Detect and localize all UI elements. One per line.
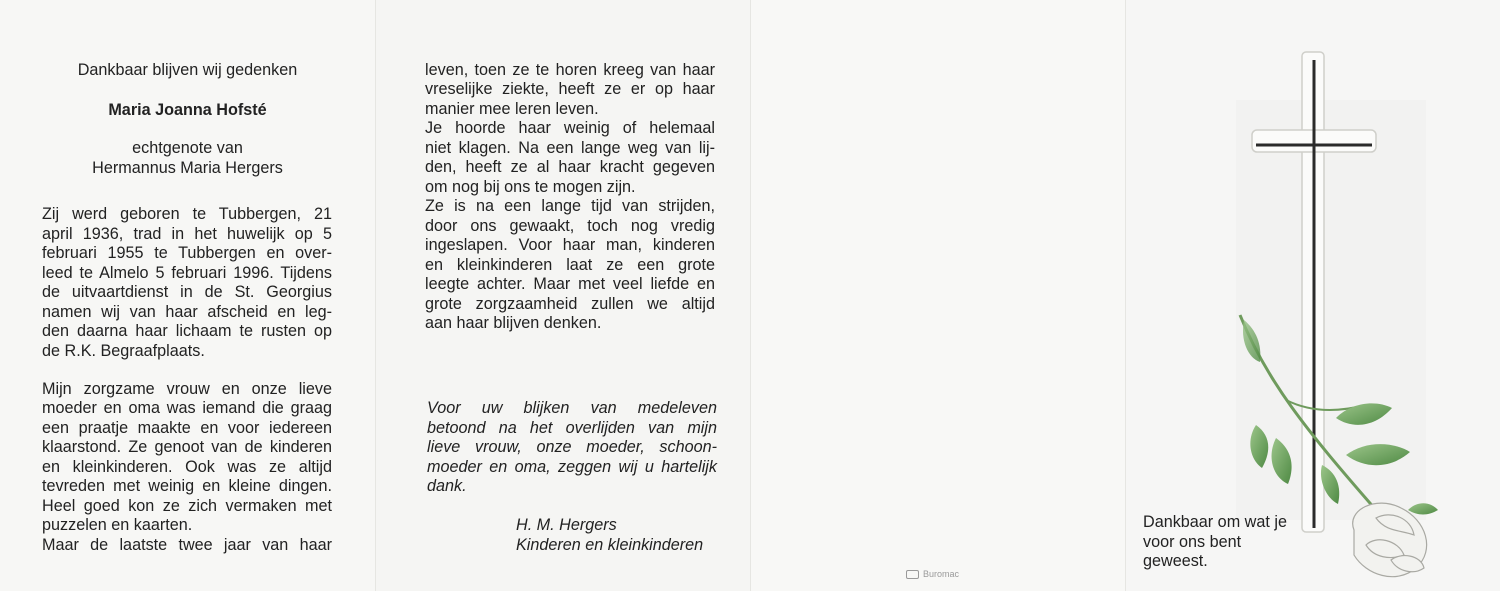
brand-logo-icon (906, 570, 919, 579)
story-line: leegte achter. Maar met veel liefde en (425, 275, 715, 293)
tribute-line: moeder en oma was iemand die graag (42, 399, 332, 417)
panel-center-right (750, 0, 1125, 591)
spouse-name: Hermannus Maria Hergers (92, 159, 283, 177)
caption-line: voor ons bent (1143, 533, 1242, 551)
story-line: om nog bij ons te mogen zijn. (425, 178, 636, 196)
tribute-line: Mijn zorgzame vrouw en onze lieve (42, 380, 332, 398)
caption-line: Dankbaar om wat je (1143, 513, 1287, 531)
story-line: en kleinkinderen laat ze een grote (425, 256, 715, 274)
story-line: Je hoorde haar weinig of helemaal (425, 119, 715, 137)
bio-line: februari 1955 te Tubbergen en over- (42, 244, 332, 262)
bio-line: namen wij van haar afscheid en leg- (42, 303, 332, 321)
caption-line: geweest. (1143, 552, 1208, 570)
tribute-line: Heel goed kon ze zich vermaken met (42, 497, 332, 515)
fold-line (375, 0, 376, 591)
story-line: aan haar blijven denken. (425, 314, 602, 332)
bio-line: den daarna haar lichaam te rusten op (42, 322, 332, 340)
tribute-line: en kleinkinderen. Ook was ze altijd (42, 458, 332, 476)
memorial-heading: Dankbaar blijven wij gedenken (77, 61, 298, 79)
bio-line: Zij werd geboren te Tubbergen, 21 (42, 205, 332, 223)
bio-line: leed te Almelo 5 februari 1996. Tijdens (42, 264, 332, 282)
story-line: ingeslapen. Voor haar man, kinderen (425, 236, 715, 254)
bio-line: de uitvaartdienst in de St. Georgius (42, 283, 332, 301)
tribute-line: klaarstond. Ze genoot van de kinderen (42, 438, 332, 456)
tribute-line: puzzelen en kaarten. (42, 516, 193, 534)
story-line: door ons gewaakt, toch nog vredig (425, 217, 715, 235)
story-line: grote zorgzaamheid zullen we altijd (425, 295, 715, 313)
relation-text: echtgenote van (132, 139, 243, 157)
fold-line (750, 0, 751, 591)
tribute-line: een praatje maakte en voor iedereen (42, 419, 332, 437)
fold-line (1125, 0, 1126, 591)
story-line: vreselijke ziekte, heeft ze er op haar (425, 80, 715, 98)
signature-husband: H. M. Hergers (516, 516, 617, 534)
thanks-line: betoond na het overlijden van mijn (427, 419, 717, 437)
cross-with-rose-icon (1226, 40, 1446, 585)
thanks-line: dank. (427, 477, 467, 495)
brand-name: Buromac (923, 569, 960, 579)
printer-brand (906, 569, 959, 579)
story-line: leven, toen ze te horen kreeg van haar (425, 61, 715, 79)
story-line: Ze is na een lange tijd van strijden, (425, 197, 715, 215)
thanks-line: lieve vrouw, onze moeder, schoon- (427, 438, 717, 456)
story-line: niet klagen. Na een lange weg van lij- (425, 139, 715, 157)
bio-line: april 1936, trad in het huwelijk op 5 (42, 225, 332, 243)
signature-family: Kinderen en kleinkinderen (516, 536, 704, 554)
thanks-line: Voor uw blijken van medeleven (427, 399, 717, 417)
tribute-line: Maar de laatste twee jaar van haar (42, 536, 332, 554)
story-line: den, heeft ze al haar kracht gegeven (425, 158, 715, 176)
story-line: manier mee leren leven. (425, 100, 599, 118)
bio-line: de R.K. Begraafplaats. (42, 342, 205, 360)
tribute-line: tevreden met weinig en kleine dingen. (42, 477, 332, 495)
deceased-name: Maria Joanna Hofsté (108, 101, 267, 119)
thanks-line: moeder en oma, zeggen wij u hartelijk (427, 458, 717, 476)
